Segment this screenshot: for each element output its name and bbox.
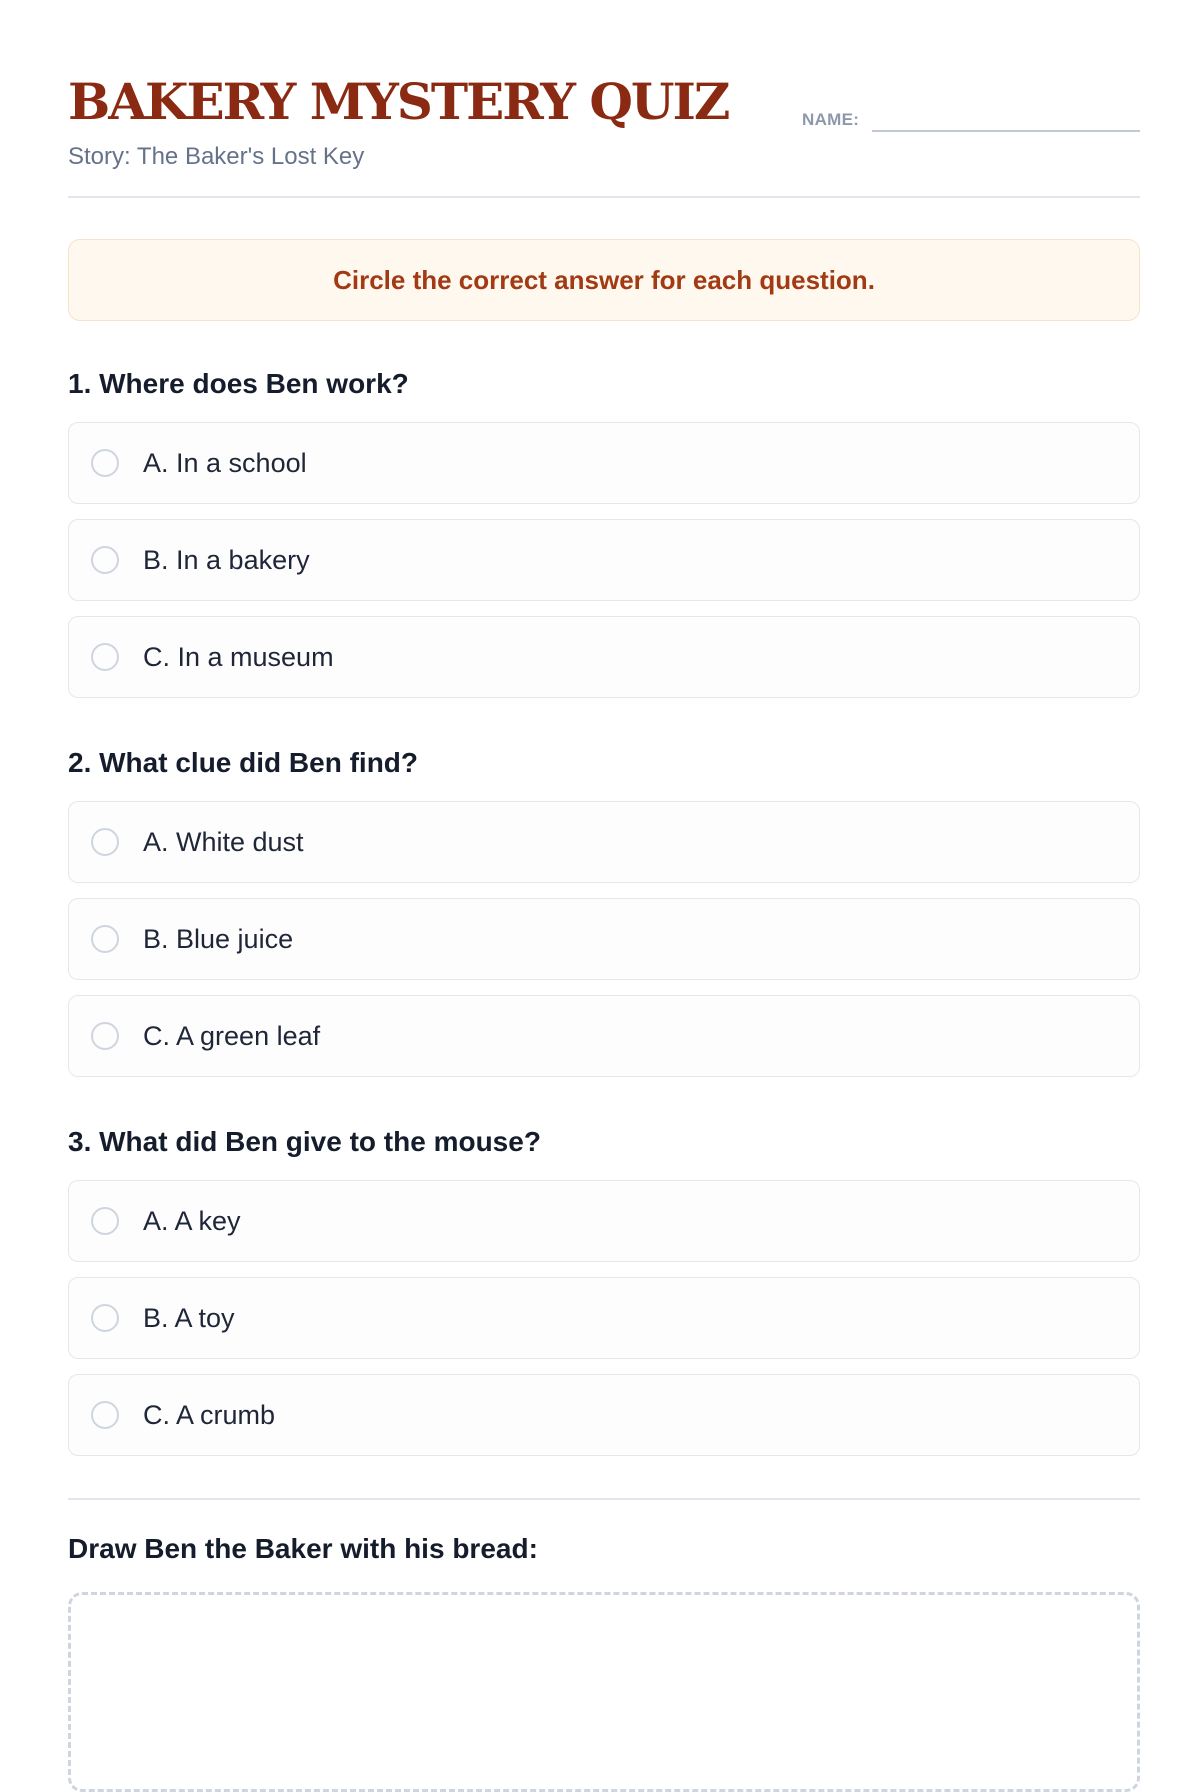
radio-circle-icon[interactable]	[91, 925, 119, 953]
radio-circle-icon[interactable]	[91, 828, 119, 856]
answer-option-a[interactable]	[68, 1180, 1140, 1262]
question-3	[68, 1122, 1140, 1471]
answer-label: A. A key	[143, 1205, 241, 1236]
answer-options	[68, 422, 1140, 698]
answer-label: C. A green leaf	[143, 1020, 321, 1051]
answer-label: B. Blue juice	[143, 923, 294, 954]
answer-option-b[interactable]	[68, 519, 1140, 601]
worksheet-header	[68, 0, 1140, 198]
answer-option-c[interactable]	[68, 995, 1140, 1077]
answer-label: B. A toy	[143, 1302, 235, 1333]
story-subtitle: Story: The Baker's Lost Key	[68, 143, 365, 170]
answer-label: B. In a bakery	[143, 544, 310, 575]
answer-option-b[interactable]	[68, 1277, 1140, 1359]
drawing-prompt: Draw Ben the Baker with his bread:	[68, 1533, 538, 1564]
question-title: 3. What did Ben give to the mouse?	[68, 1126, 541, 1157]
question-title: 1. Where does Ben work?	[68, 368, 409, 399]
quiz-worksheet	[68, 0, 1140, 1564]
answer-options	[68, 801, 1140, 1077]
answer-label: C. A crumb	[143, 1399, 276, 1430]
answer-options	[68, 1180, 1140, 1456]
drawing-area[interactable]	[68, 1592, 1140, 1792]
instructions-banner: Circle the correct answer for each question.	[68, 239, 1140, 321]
answer-option-c[interactable]	[68, 1374, 1140, 1456]
name-label: NAME:	[802, 110, 860, 129]
section-divider	[68, 1498, 1140, 1500]
radio-circle-icon[interactable]	[91, 449, 119, 477]
radio-circle-icon[interactable]	[91, 1022, 119, 1050]
radio-circle-icon[interactable]	[91, 1207, 119, 1235]
answer-option-c[interactable]	[68, 616, 1140, 698]
answer-label: C. In a museum	[143, 641, 334, 672]
question-1	[68, 364, 1140, 713]
answer-label: A. In a school	[143, 447, 307, 478]
answer-option-a[interactable]	[68, 422, 1140, 504]
page-title: BAKERY MYSTERY QUIZ	[68, 72, 729, 131]
radio-circle-icon[interactable]	[91, 1304, 119, 1332]
radio-circle-icon[interactable]	[91, 546, 119, 574]
question-title: 2. What clue did Ben find?	[68, 747, 418, 778]
answer-option-a[interactable]	[68, 801, 1140, 883]
answer-label: A. White dust	[143, 826, 304, 857]
radio-circle-icon[interactable]	[91, 643, 119, 671]
name-field[interactable]	[872, 130, 1140, 132]
question-2	[68, 743, 1140, 1092]
answer-option-b[interactable]	[68, 898, 1140, 980]
radio-circle-icon[interactable]	[91, 1401, 119, 1429]
